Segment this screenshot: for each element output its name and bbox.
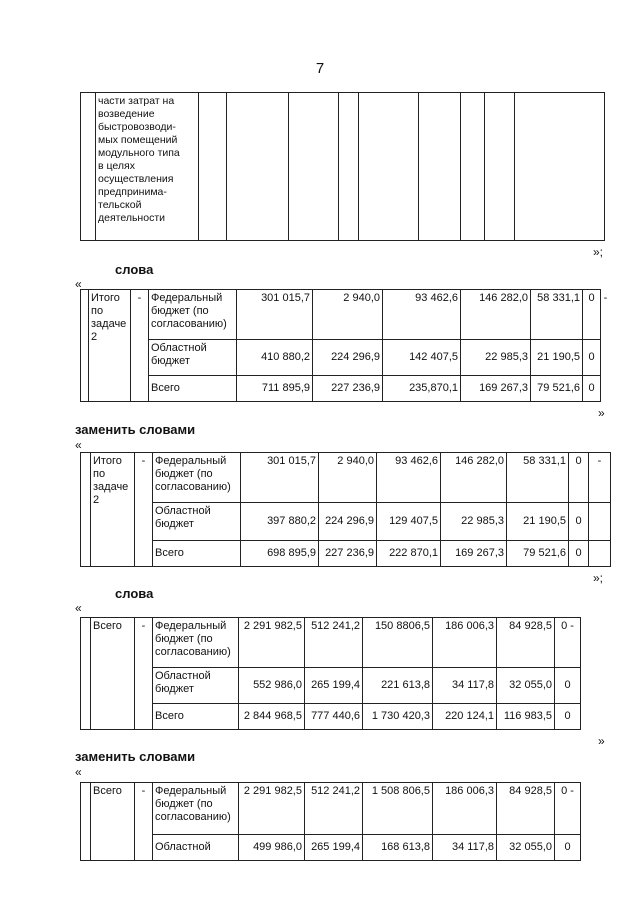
label-line: бюджет (по — [155, 798, 213, 810]
name-line: по — [93, 468, 106, 480]
value-cell: 1 730 420,3 — [363, 704, 433, 730]
label-line: Всего — [151, 382, 180, 394]
value-cell: 34 117,8 — [433, 835, 497, 861]
open-quote: « — [75, 601, 82, 615]
label-line: Федеральный — [155, 785, 227, 797]
dash-cell: - — [135, 783, 153, 861]
value-cell: 552 986,0 — [239, 668, 305, 704]
value-cell: 2 291 982,5 — [239, 783, 305, 835]
tail-dash: - — [589, 453, 611, 503]
row-label — [149, 376, 237, 402]
value-cell: 0 — [583, 290, 601, 340]
value-cell: 0 — [555, 704, 581, 730]
name-line: 2 — [91, 331, 98, 343]
row-label — [153, 503, 241, 541]
label-line: согласованию) — [155, 481, 231, 493]
value-cell: 0 — [569, 541, 589, 567]
name-line: задаче — [91, 318, 127, 330]
row-label — [153, 835, 239, 861]
value-cell: 169 267,3 — [461, 376, 531, 402]
label-line: Всего — [155, 547, 184, 559]
row-label — [153, 453, 241, 503]
page-number: 7 — [315, 60, 325, 77]
empty-cell — [515, 93, 605, 241]
row-label — [153, 783, 239, 835]
value-cell: 0 — [555, 835, 581, 861]
value-cell: 2 291 982,5 — [239, 618, 305, 668]
empty-cell — [227, 93, 289, 241]
value-cell: 2 844 968,5 — [239, 704, 305, 730]
top-fragment-table — [80, 92, 605, 241]
value-cell: 499 986,0 — [239, 835, 305, 861]
label-replace: заменить словами — [75, 749, 196, 764]
close-quote: »; — [593, 245, 604, 259]
empty-cell — [81, 453, 91, 567]
value-cell: 146 282,0 — [461, 290, 531, 340]
value-cell: 58 331,1 — [531, 290, 583, 340]
empty-cell — [589, 503, 611, 541]
value-cell: 0 — [555, 668, 581, 704]
value-cell: 21 190,5 — [531, 340, 583, 376]
value-cell: 410 880,2 — [237, 340, 313, 376]
value-cell — [555, 618, 581, 668]
empty-cell — [289, 93, 339, 241]
label-line: бюджет — [155, 683, 194, 695]
label-line: Областной — [151, 342, 207, 354]
value-cell: 84 928,5 — [497, 783, 555, 835]
close-quote: » — [598, 734, 605, 748]
empty-cell — [589, 541, 611, 567]
label-line: Областной — [155, 670, 211, 682]
name-line: Итого — [91, 292, 120, 304]
name-line: Всего — [93, 620, 122, 632]
name-line: задаче — [93, 481, 129, 493]
name-line: 2 — [93, 494, 100, 506]
block3-table — [80, 617, 581, 730]
empty-cell — [199, 93, 227, 241]
tail-dash: - — [570, 785, 574, 797]
empty-cell — [601, 376, 611, 402]
value-cell: 221 613,8 — [363, 668, 433, 704]
empty-cell — [419, 93, 461, 241]
value-cell: 79 521,6 — [531, 376, 583, 402]
label-words: слова — [115, 586, 154, 601]
value-cell: 265 199,4 — [305, 668, 363, 704]
value-cell: 265 199,4 — [305, 835, 363, 861]
empty-cell — [485, 93, 515, 241]
value-cell: 1 508 806,5 — [363, 783, 433, 835]
name-line: Всего — [93, 785, 122, 797]
fragment-text-cell — [96, 93, 199, 241]
close-quote: »; — [593, 571, 604, 585]
row-label — [153, 704, 239, 730]
label-line: Областной — [155, 841, 211, 853]
value-cell: 146 282,0 — [441, 453, 507, 503]
value-cell: 224 296,9 — [319, 503, 377, 541]
dash-cell: - — [131, 290, 149, 402]
value-cell: 512 241,2 — [305, 618, 363, 668]
label-line: согласованию) — [155, 646, 231, 658]
value-cell: 34 117,8 — [433, 668, 497, 704]
label-line: бюджет (по — [151, 305, 209, 317]
value-cell: 2 940,0 — [313, 290, 383, 340]
label-line: Всего — [155, 710, 184, 722]
value-cell: 186 006,3 — [433, 783, 497, 835]
value-cell: 21 190,5 — [507, 503, 569, 541]
block-name-cell — [91, 783, 135, 861]
row-label — [153, 618, 239, 668]
empty-cell — [81, 618, 91, 730]
value-cell: 227 236,9 — [313, 376, 383, 402]
value-cell: 169 267,3 — [441, 541, 507, 567]
value-cell: 224 296,9 — [313, 340, 383, 376]
value-cell: 301 015,7 — [237, 290, 313, 340]
empty-cell — [339, 93, 359, 241]
value-cell: 220 124,1 — [433, 704, 497, 730]
value-cell: 150 8806,5 — [363, 618, 433, 668]
value-cell: 2 940,0 — [319, 453, 377, 503]
fragment-line: модульного типа — [98, 147, 180, 159]
value-cell: 0 — [569, 503, 589, 541]
value-cell — [555, 783, 581, 835]
label-line: Федеральный — [155, 620, 227, 632]
value-cell: 777 440,6 — [305, 704, 363, 730]
value-cell: 93 462,6 — [377, 453, 441, 503]
value-cell: 0 — [583, 340, 601, 376]
label-line: Федеральный — [151, 292, 223, 304]
close-quote: » — [598, 406, 605, 420]
value-text: 0 — [561, 785, 568, 797]
fragment-line: в целях — [98, 160, 135, 172]
value-cell: 79 521,6 — [507, 541, 569, 567]
value-cell: 142 407,5 — [383, 340, 461, 376]
fragment-line: осуществления — [98, 173, 174, 185]
label-replace: заменить словами — [75, 422, 196, 437]
value-cell: 227 236,9 — [319, 541, 377, 567]
value-cell: 0 — [583, 376, 601, 402]
row-label — [149, 340, 237, 376]
tail-dash: - — [603, 291, 608, 304]
fragment-line: предпринима- — [98, 186, 167, 198]
block4-table — [80, 782, 581, 861]
label-words: слова — [115, 262, 154, 277]
value-cell: 698 895,9 — [241, 541, 319, 567]
tail-dash: - — [570, 620, 574, 632]
value-cell: 84 928,5 — [497, 618, 555, 668]
value-text: 0 — [561, 620, 568, 632]
value-cell: 116 983,5 — [497, 704, 555, 730]
empty-cell — [81, 290, 89, 402]
empty-cell — [81, 783, 91, 861]
empty-cell — [601, 340, 611, 376]
value-cell: 0 — [569, 453, 589, 503]
open-quote: « — [75, 765, 82, 779]
row-label — [149, 290, 237, 340]
value-cell: 186 006,3 — [433, 618, 497, 668]
value-cell: 129 407,5 — [377, 503, 441, 541]
value-cell: 93 462,6 — [383, 290, 461, 340]
value-cell: 58 331,1 — [507, 453, 569, 503]
fragment-line: быстровозводи- — [98, 121, 176, 133]
fragment-line: тельской — [98, 199, 142, 211]
block-name-cell — [89, 290, 131, 402]
open-quote: « — [75, 438, 82, 452]
value-cell: 22 985,3 — [441, 503, 507, 541]
label-line: бюджет — [151, 355, 190, 367]
dash-cell: - — [135, 618, 153, 730]
value-cell: 397 880,2 — [241, 503, 319, 541]
value-cell: 168 613,8 — [363, 835, 433, 861]
fragment-line: возведение — [98, 108, 155, 120]
block-name-cell — [91, 618, 135, 730]
block2-table — [80, 452, 611, 567]
open-quote: « — [75, 277, 82, 291]
value-cell: 711 895,9 — [237, 376, 313, 402]
value-cell: 222 870,1 — [377, 541, 441, 567]
value-cell: 22 985,3 — [461, 340, 531, 376]
name-line: Итого — [93, 455, 122, 467]
fragment-line: мых помещений — [98, 134, 178, 146]
label-line: согласованию) — [155, 811, 231, 823]
label-line: Областной — [155, 505, 211, 517]
name-line: по — [91, 305, 104, 317]
row-label — [153, 541, 241, 567]
label-line: бюджет — [155, 518, 194, 530]
block-name-cell — [91, 453, 135, 567]
row-label — [153, 668, 239, 704]
empty-cell — [81, 93, 96, 241]
empty-cell — [359, 93, 419, 241]
value-cell: 301 015,7 — [241, 453, 319, 503]
label-line: бюджет (по — [155, 468, 213, 480]
value-cell: 512 241,2 — [305, 783, 363, 835]
block1-table — [80, 289, 611, 402]
label-line: бюджет (по — [155, 633, 213, 645]
value-cell: 32 055,0 — [497, 835, 555, 861]
value-cell: 32 055,0 — [497, 668, 555, 704]
label-line: Федеральный — [155, 455, 227, 467]
value-cell: 235,870,1 — [383, 376, 461, 402]
fragment-line: деятельности — [98, 212, 165, 224]
label-line: согласованию) — [151, 318, 227, 330]
empty-cell — [461, 93, 485, 241]
dash-cell: - — [135, 453, 153, 567]
fragment-line: части затрат на — [98, 95, 175, 107]
